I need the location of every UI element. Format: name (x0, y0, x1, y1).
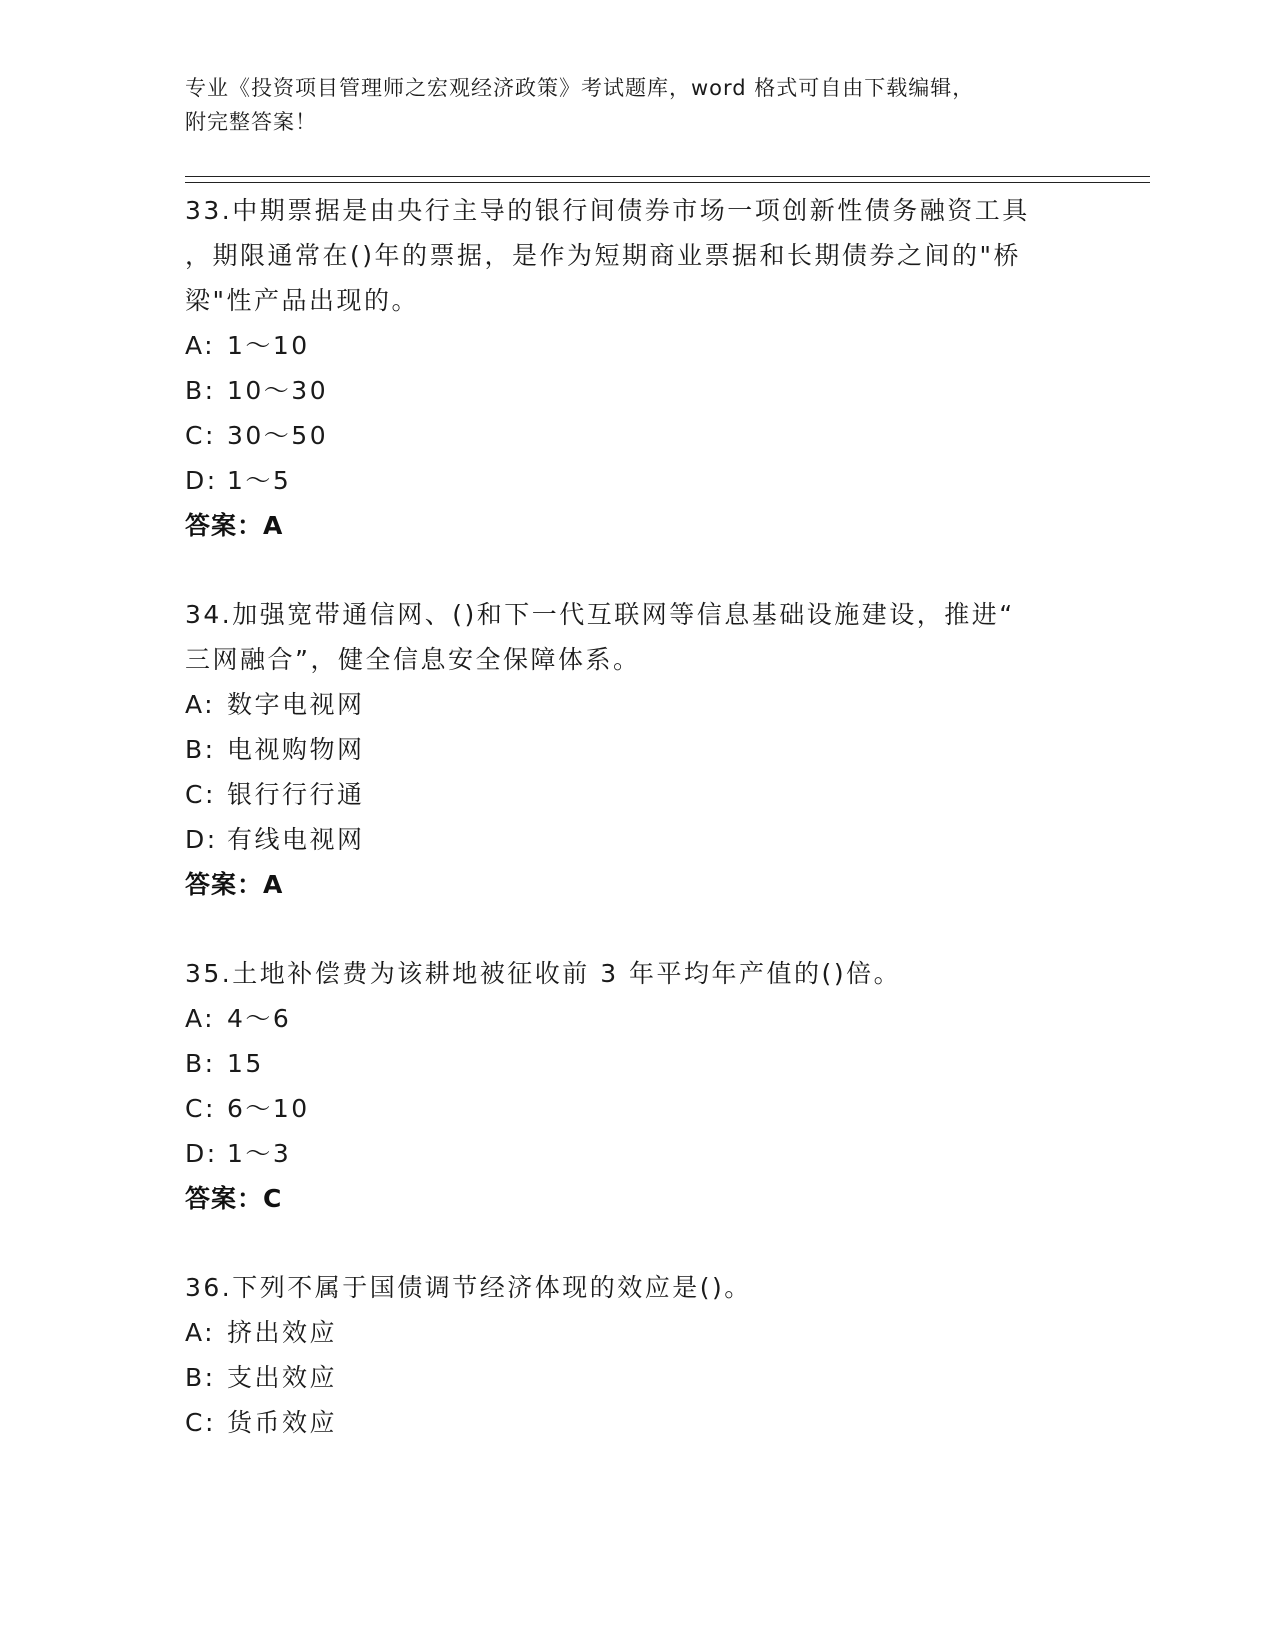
option-a (185, 996, 1085, 1041)
option-label: C: (185, 780, 216, 809)
answer-line: 答案：A (185, 870, 284, 899)
option-d (185, 817, 1085, 862)
option-b (185, 368, 1085, 413)
option-label: C: (185, 1094, 216, 1123)
option-label: B: (185, 376, 216, 405)
option-c (185, 1400, 1085, 1445)
option-label: B: (185, 1363, 216, 1392)
option-text: 4～6 (227, 1004, 292, 1033)
option-c (185, 413, 1085, 458)
option-d (185, 1131, 1085, 1176)
question-stem-line: 三网融合”，健全信息安全保障体系。 (185, 645, 641, 674)
option-text: 挤出效应 (227, 1318, 338, 1347)
question-stem-line: 34.加强宽带通信网、()和下一代互联网等信息基础设施建设，推进“ (185, 600, 1015, 629)
question-stem-line: 36.下列不属于国债调节经济体现的效应是()。 (185, 1273, 752, 1302)
question-stem-line: 35.土地补偿费为该耕地被征收前 3 年平均年产值的()倍。 (185, 959, 902, 988)
option-c (185, 772, 1085, 817)
option-label: D: (185, 1139, 218, 1168)
option-label: C: (185, 1408, 216, 1437)
option-label: A: (185, 1004, 216, 1033)
option-label: B: (185, 1049, 216, 1078)
question-stem-line: 33.中期票据是由央行主导的银行间债券市场一项创新性债务融资工具 (185, 196, 1030, 225)
intro-line-2: 附完整答案！ (185, 110, 317, 134)
question-33 (185, 188, 1085, 548)
option-text: 银行行行通 (227, 780, 365, 809)
option-label: A: (185, 690, 216, 719)
option-label: B: (185, 735, 216, 764)
option-text: 15 (227, 1049, 264, 1078)
option-text: 6～10 (227, 1094, 310, 1123)
option-text: 1～3 (227, 1139, 292, 1168)
option-text: 有线电视网 (227, 825, 365, 854)
option-d (185, 458, 1085, 503)
question-stem-line: ，期限通常在()年的票据，是作为短期商业票据和长期债券之间的"桥 (185, 241, 1022, 270)
question-34 (185, 592, 1085, 907)
option-a (185, 682, 1085, 727)
option-text: 数字电视网 (227, 690, 365, 719)
header-divider-top (185, 176, 1150, 177)
option-text: 1～10 (227, 331, 310, 360)
option-label: C: (185, 421, 216, 450)
option-a (185, 323, 1085, 368)
answer-line: 答案：C (185, 1184, 283, 1213)
question-35 (185, 951, 1085, 1221)
header-divider-bottom (185, 182, 1150, 183)
option-a (185, 1310, 1085, 1355)
option-text: 电视购物网 (227, 735, 365, 764)
answer-line: 答案：A (185, 511, 284, 540)
intro-line-1: 专业《投资项目管理师之宏观经济政策》考试题库，word 格式可自由下载编辑， (185, 76, 975, 100)
option-b (185, 1355, 1085, 1400)
question-36 (185, 1265, 1085, 1445)
question-stem-line: 梁"性产品出现的。 (185, 286, 419, 315)
option-text: 1～5 (227, 466, 292, 495)
question-list (185, 188, 1085, 1489)
option-text: 支出效应 (227, 1363, 338, 1392)
option-label: A: (185, 331, 216, 360)
option-b (185, 1041, 1085, 1086)
option-label: A: (185, 1318, 216, 1347)
option-text: 10～30 (227, 376, 329, 405)
option-b (185, 727, 1085, 772)
document-intro (185, 71, 1085, 139)
option-text: 货币效应 (227, 1408, 338, 1437)
option-label: D: (185, 466, 218, 495)
option-text: 30～50 (227, 421, 329, 450)
option-c (185, 1086, 1085, 1131)
option-label: D: (185, 825, 218, 854)
